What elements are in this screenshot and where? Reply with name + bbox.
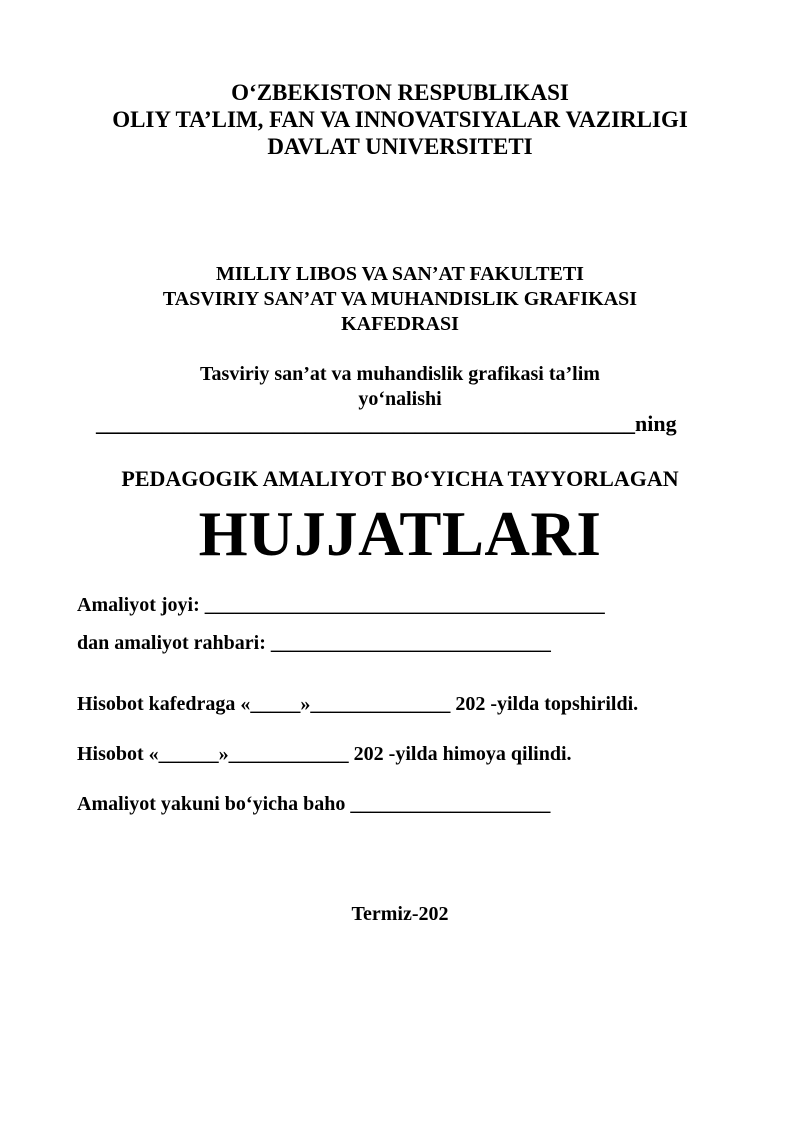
supervisor-field: dan amaliyot rahbari: ____________________________: [77, 632, 551, 654]
student-name-blank: _________________________________________________ning: [96, 411, 677, 436]
final-grade-field: Amaliyot yakuni bo‘yicha baho ____________________: [77, 793, 551, 815]
faculty-name: MILLIY LIBOS VA SAN’AT FAKULTETI: [216, 263, 584, 285]
department-name: TASVIRIY SAN’AT VA MUHANDISLIK GRAFIKASI: [162, 288, 638, 310]
university-name: DAVLAT UNIVERSITETI: [267, 134, 533, 159]
document-title: HUJJATLARI: [198, 499, 602, 569]
study-direction: Tasviriy san’at va muhandislik grafikasi ta’lim: [200, 363, 600, 385]
document-subtitle: PEDAGOGIK AMALIYOT BO‘YICHA TAYYORLAGAN: [121, 466, 679, 491]
ministry-name: OLIY TA’LIM, FAN VA INNOVATSIYALAR VAZIRLIGI: [112, 107, 688, 132]
place-year: Termiz-202: [351, 903, 449, 925]
practice-place-field: Amaliyot joyi: ________________________________________: [77, 594, 605, 616]
report-defended-field: Hisobot «______»____________ 202 -yilda himoya qilindi.: [77, 743, 572, 765]
report-submitted-field: Hisobot kafedraga «_____»______________ 202 -yilda topshirildi.: [77, 693, 639, 715]
department-suffix: KAFEDRASI: [341, 313, 459, 335]
study-direction-suffix: yo‘nalishi: [358, 388, 442, 410]
ministry-country: O‘ZBEKISTON RESPUBLIKASI: [231, 80, 569, 105]
